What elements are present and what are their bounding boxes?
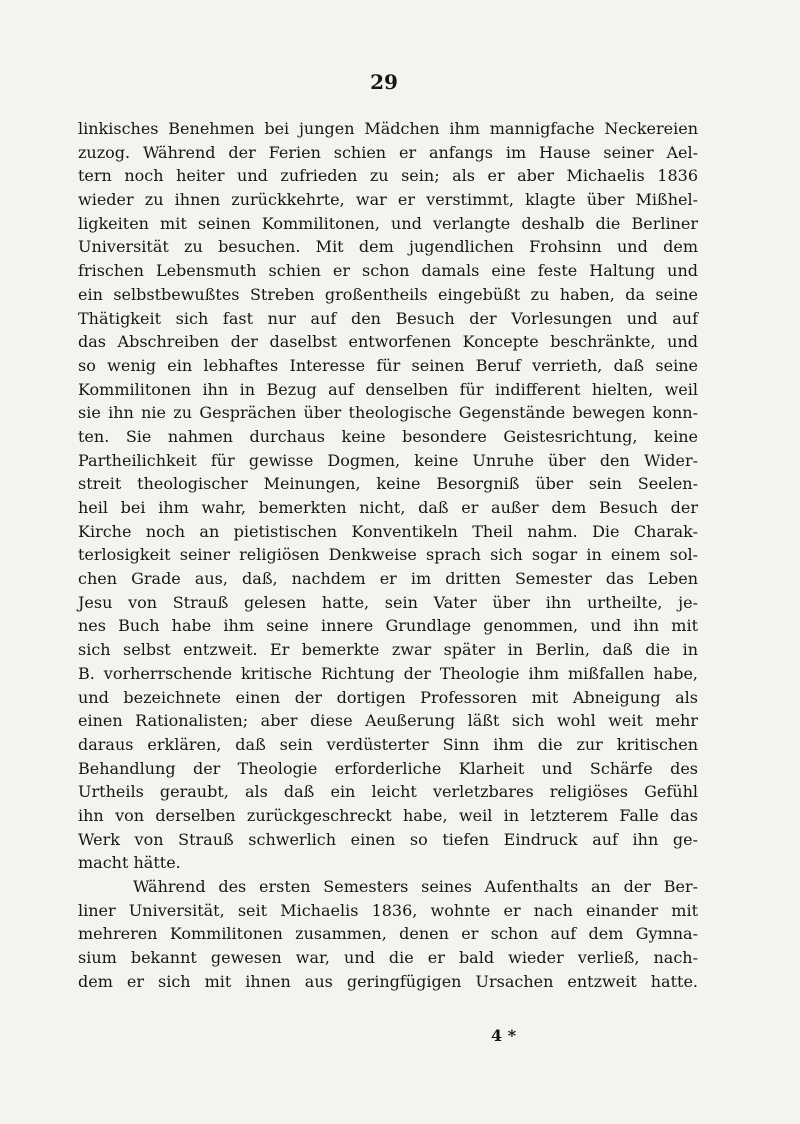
text-line: dem er sich mit ihnen aus geringfügigen Ursachen entzweit hatte. <box>78 971 698 991</box>
paragraph-2 <box>78 875 698 993</box>
text-line: Während des ersten Semesters seines Aufenthalts an der Ber- <box>133 877 698 896</box>
text-line: chen Grade aus, daß, nachdem er im dritten Semester das Leben <box>78 569 698 589</box>
signature-mark: 4 * <box>491 1026 517 1045</box>
body-text <box>78 117 698 993</box>
text-line: streit theologischer Meinungen, keine Besorgniß über sein Seelen- <box>78 474 698 494</box>
text-line: liner Universität, seit Michaelis 1836, wohnte er nach einander mit <box>78 900 698 920</box>
text-line: Werk von Strauß schwerlich einen so tiefen Eindruck auf ihn ge- <box>78 829 698 849</box>
text-line: Urtheils geraubt, als daß ein leicht verletzbares religiöses Gefühl <box>78 782 698 802</box>
text-line: ten. Sie nahmen durchaus keine besondere Geistesrichtung, keine <box>78 426 698 446</box>
page-number: 29 <box>370 70 398 94</box>
paragraph-1 <box>78 117 698 875</box>
text-line: heil bei ihm wahr, bemerkten nicht, daß er außer dem Besuch der <box>78 498 698 517</box>
text-line: Jesu von Strauß gelesen hatte, sein Vater über ihn urtheilte, je- <box>78 592 698 612</box>
text-line: macht hätte. <box>78 853 181 873</box>
text-line: daraus erklären, daß sein verdüsterter Sinn ihm die zur kritischen <box>78 734 698 754</box>
text-line: linkisches Benehmen bei jungen Mädchen ihm mannigfache Neckereien <box>78 119 698 138</box>
text-line: B. vorherrschende kritische Richtung der Theologie ihm mißfallen habe, <box>78 663 698 683</box>
text-line: Kirche noch an pietistischen Konventikeln Theil nahm. Die Charak- <box>78 521 698 541</box>
text-line: mehreren Kommilitonen zusammen, denen er schon auf dem Gymna- <box>78 924 698 944</box>
text-line: tern noch heiter und zufrieden zu sein; als er aber Michaelis 1836 <box>78 166 698 186</box>
text-line: ligkeiten mit seinen Kommilitonen, und verlangte deshalb die Berliner <box>78 213 698 233</box>
text-line: sie ihn nie zu Gesprächen über theologische Gegenstände bewegen konn- <box>78 403 698 423</box>
text-line: frischen Lebensmuth schien er schon damals eine feste Haltung und <box>78 261 698 281</box>
text-line: Kommilitonen ihn in Bezug auf denselben für indifferent hielten, weil <box>78 379 698 399</box>
text-line: einen Rationalisten; aber diese Aeußerung läßt sich wohl weit mehr <box>78 711 698 731</box>
text-line: Partheilichkeit für gewisse Dogmen, keine Unruhe über den Wider- <box>78 450 698 470</box>
text-line: das Abschreiben der daselbst entworfenen Koncepte beschränkte, und <box>78 332 698 352</box>
text-line: so wenig ein lebhaftes Interesse für seinen Beruf verrieth, daß seine <box>78 355 698 375</box>
text-line: Thätigkeit sich fast nur auf den Besuch der Vorlesungen und auf <box>78 308 698 328</box>
text-line: sium bekannt gewesen war, und die er bald wieder verließ, nach- <box>78 948 698 968</box>
text-line: terlosigkeit seiner religiösen Denkweise sprach sich sogar in einem sol- <box>78 545 698 565</box>
text-line: nes Buch habe ihm seine innere Grundlage genommen, und ihn mit <box>78 616 698 636</box>
text-line: Universität zu besuchen. Mit dem jugendlichen Frohsinn und dem <box>78 237 698 257</box>
text-line: wieder zu ihnen zurückkehrte, war er verstimmt, klagte über Mißhel- <box>78 190 698 210</box>
text-line: und bezeichnete einen der dortigen Professoren mit Abneigung als <box>78 687 698 707</box>
text-line: ein selbstbewußtes Streben großentheils eingebüßt zu haben, da seine <box>78 284 698 304</box>
text-line: zuzog. Während der Ferien schien er anfangs im Hause seiner Ael- <box>78 142 698 162</box>
text-line: ihn von derselben zurückgeschreckt habe, weil in letzterem Falle das <box>78 805 698 825</box>
text-line: Behandlung der Theologie erforderliche Klarheit und Schärfe des <box>78 758 698 778</box>
text-line: sich selbst entzweit. Er bemerkte zwar später in Berlin, daß die in <box>78 640 698 660</box>
